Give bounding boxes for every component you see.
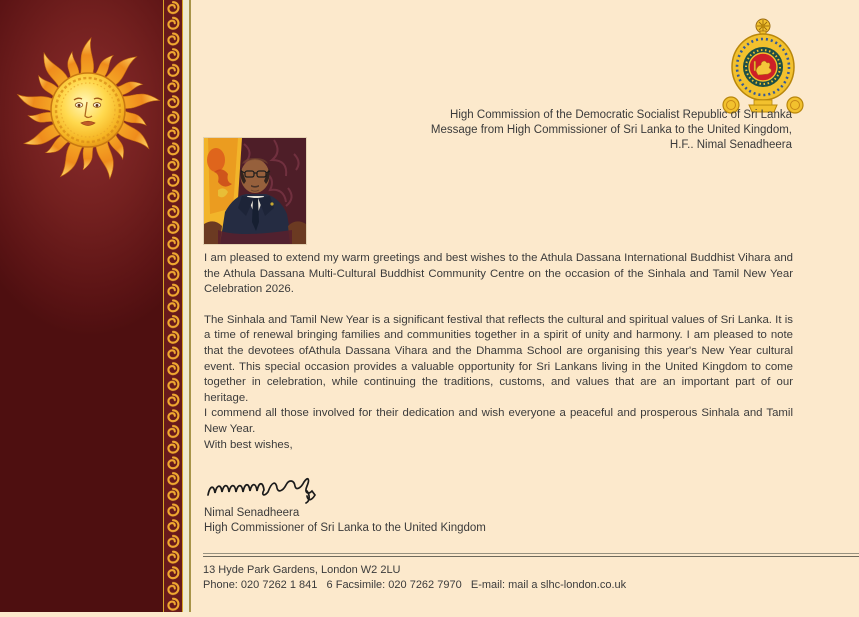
commissioner-photo xyxy=(204,138,306,244)
letter-body xyxy=(204,251,793,453)
inner-border-line xyxy=(189,0,191,612)
signatory-title: High Commissioner of Sri Lanka to the United Kingdom xyxy=(204,522,486,534)
sri-lanka-emblem-icon xyxy=(719,17,807,117)
letterhead xyxy=(431,108,792,153)
signatory-name: Nimal Senadheera xyxy=(204,507,300,519)
letterhead-line3: H.F.. Nimal Senadheera xyxy=(669,139,792,151)
footer-contact: Phone: 020 7262 1 841 6 Facsimile: 020 7262 7970 E-mail: mail a slhc-london.co.uk xyxy=(203,578,627,591)
footer xyxy=(203,553,859,592)
footer-address: 13 Hyde Park Gardens, London W2 2LU xyxy=(203,564,401,576)
footer-divider xyxy=(203,553,859,557)
paisley-border xyxy=(163,0,183,612)
letterhead-line2: Message from High Commissioner of Sri Lanka to the United Kingdom, xyxy=(430,124,792,136)
left-decorative-panel xyxy=(0,0,163,612)
signature-icon xyxy=(204,472,319,504)
closing-line: With best wishes, xyxy=(204,438,293,451)
letterhead-line1: High Commission of the Democratic Socialist Republic of Sri Lanka xyxy=(450,109,792,121)
sun-icon xyxy=(8,30,168,190)
paragraph-1: I am pleased to extend my warm greetings and best wishes to the Athula Dassana International Buddhist Vihara and the Athula Dassana Multi-Cultural Buddhist Community Centre on the occasion of the Sinhala and Tamil New Year Celebration 2026. xyxy=(204,252,793,296)
paragraph-3: I commend all those involved for their dedication and wish everyone a peaceful and prosperous Sinhala and Tamil New Year. xyxy=(204,407,793,435)
paragraph-2: The Sinhala and Tamil New Year is a significant festival that reflects the cultural and spiritual values of Sri Lanka. It is a time of renewal bringing families and communities together in a spirit of unity and harmony. I am pleased to note that the devotees ofAthula Dassana Vihara and the Dhamma School are organising this year's New Year cultural event. This special occasion provides a valuable opportunity for Sri Lankans living in the United Kingdom to come together in celebration, while continuing the traditions, customs, and values that are an important part of our heritage. xyxy=(204,313,793,404)
signature-block xyxy=(204,472,486,536)
